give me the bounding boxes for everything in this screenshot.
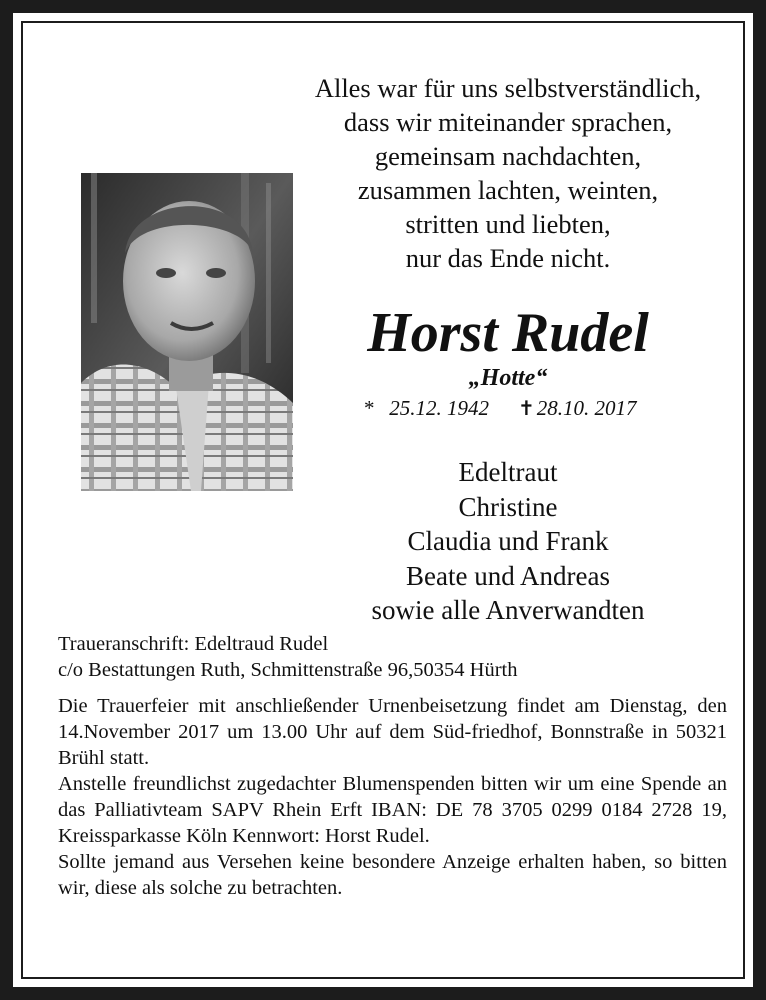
birth-date-group — [363, 395, 489, 421]
inner-frame — [21, 21, 745, 979]
poem-line: Alles war für uns selbstverständlich, — [314, 73, 702, 103]
portrait-photo — [81, 173, 293, 491]
poem-line: dass wir miteinander sprachen, — [343, 107, 673, 137]
notice-disclaimer-paragraph: Sollte jemand aus Versehen keine besondere Anzeige erhalten haben, so bitten wir, diese als solche zu betrachten. — [58, 851, 727, 899]
address-line: Traueranschrift: Edeltraud Rudel — [58, 633, 329, 655]
mourner-name: Edeltraut — [458, 457, 558, 487]
deceased-name: Horst Rudel — [367, 302, 649, 364]
mourner-name: Beate und Andreas — [406, 560, 610, 591]
deceased-nickname: „Hotte“ — [468, 365, 548, 391]
mourner-name: Claudia und Frank — [407, 526, 609, 556]
mourners-list — [283, 455, 733, 628]
poem-line: gemeinsam nachdachten, — [374, 141, 642, 171]
death-date: 28.10. 2017 — [536, 396, 637, 420]
death-date-group — [518, 395, 637, 422]
poem-line: stritten und liebten, — [405, 209, 611, 239]
mourner-name: Christine — [458, 491, 558, 522]
birth-date: 25.12. 1942 — [389, 396, 489, 420]
funeral-info-paragraph: Die Trauerfeier mit anschließender Urnenbeisetzung findet am Dienstag, den 14.November 2017 um 13.00 Uhr auf dem Süd-friedhof, Bonnstraße in 50321 Brühl statt. — [58, 695, 727, 769]
poem — [283, 71, 733, 275]
address-line: c/o Bestattungen Ruth, Schmittenstraße 96,50354 Hürth — [58, 659, 518, 681]
poem-line: zusammen lachten, weinten, — [357, 175, 659, 205]
cross-icon: ✝ — [518, 398, 535, 420]
mourning-address — [58, 631, 517, 683]
donation-paragraph: Anstelle freundlichst zugedachter Blumenspenden bitten wir um eine Spende an das Palliativteam SAPV Rhein Erft IBAN: DE 78 3705 0299 0184 2728 19, Kreissparkasse Köln Kennwort: Horst Rudel. — [58, 773, 727, 847]
birth-star-icon: * — [363, 396, 374, 420]
poem-line: nur das Ende nicht. — [405, 243, 611, 273]
notice-body — [58, 693, 727, 901]
portrait-image — [81, 173, 293, 491]
mourner-name: sowie alle Anverwandten — [371, 595, 645, 625]
